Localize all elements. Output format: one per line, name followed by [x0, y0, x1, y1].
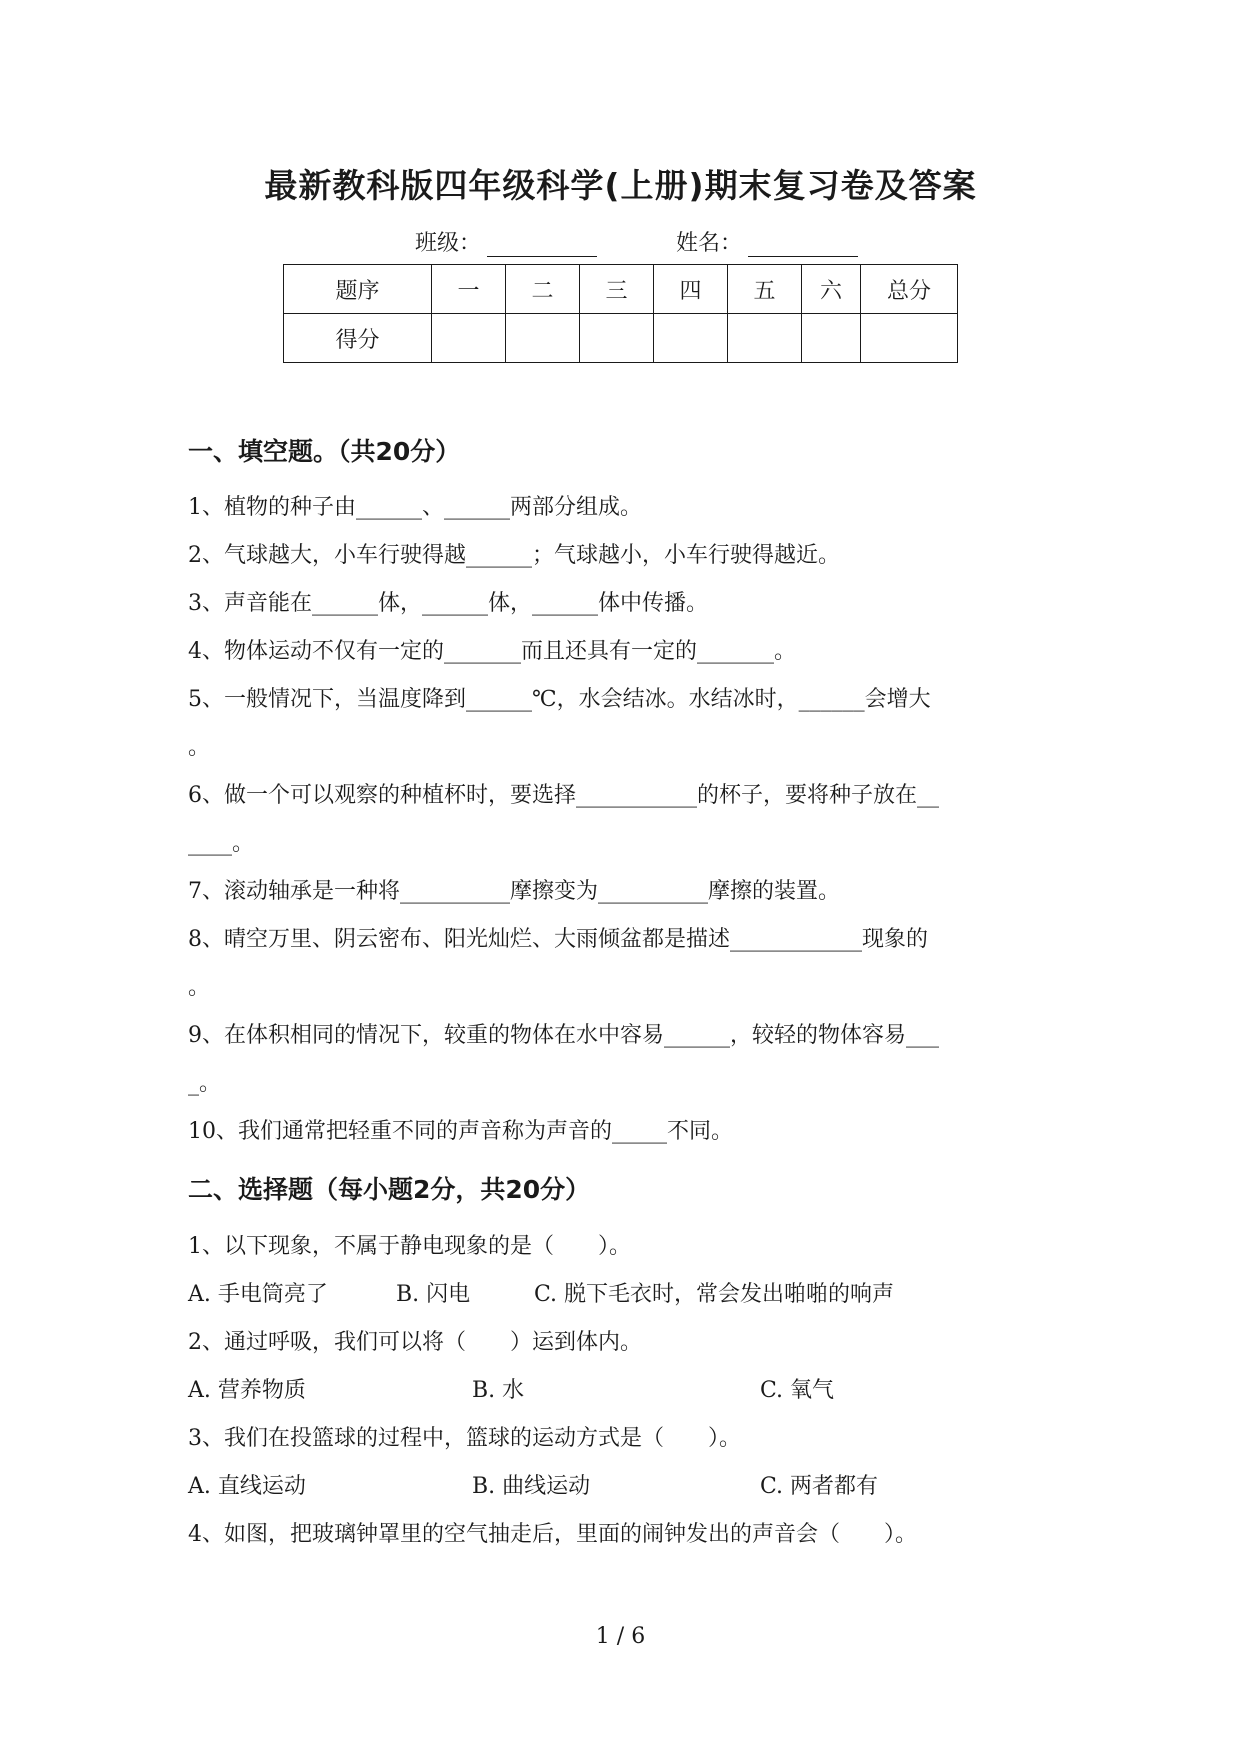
choice-option[interactable]: C. 脱下毛衣时，常会发出啪啪的响声	[534, 1282, 895, 1307]
page-number: 1 / 6	[595, 1624, 646, 1649]
score-cell[interactable]	[728, 314, 802, 363]
score-table	[283, 264, 958, 363]
header-cell: 总分	[861, 265, 958, 314]
score-cell[interactable]	[432, 314, 506, 363]
fill-question-cont: 。	[188, 975, 211, 1000]
header-cell: 题序	[284, 265, 432, 314]
score-cell[interactable]	[802, 314, 861, 363]
choice-option[interactable]: B. 曲线运动	[472, 1474, 591, 1499]
choice-option[interactable]: C. 氧气	[760, 1378, 835, 1403]
score-table-score-row	[284, 314, 958, 363]
exam-title: 最新教科版四年级科学(上册)期末复习卷及答案	[264, 166, 977, 205]
choice-question: 4、如图，把玻璃钟罩里的空气抽走后，里面的闹钟发出的声音会（ ）。	[188, 1522, 917, 1547]
fill-question: 2、气球越大，小车行驶得越______；气球越小，小车行驶得越近。	[188, 543, 840, 568]
fill-question: 5、一般情况下，当温度降到______℃，水会结冰。水结冰时，______会增大	[188, 687, 931, 712]
choice-option[interactable]: A. 手电筒亮了	[188, 1282, 328, 1307]
choice-question: 2、通过呼吸，我们可以将（ ）运到体内。	[188, 1330, 642, 1355]
choice-question: 1、以下现象，不属于静电现象的是（ ）。	[188, 1234, 631, 1259]
name-field	[676, 226, 858, 257]
header-cell: 五	[728, 265, 802, 314]
section1-title: 一、填空题。（共20分）	[188, 437, 461, 466]
header-cell: 一	[432, 265, 506, 314]
score-cell[interactable]	[506, 314, 580, 363]
name-blank[interactable]	[748, 234, 858, 257]
class-blank[interactable]	[487, 234, 597, 257]
name-label: 姓名：	[676, 231, 743, 256]
score-cell[interactable]	[861, 314, 958, 363]
fill-question-cont: 。	[188, 735, 211, 760]
fill-question-cont: _。	[188, 1071, 222, 1096]
header-cell: 二	[506, 265, 580, 314]
choice-question: 3、我们在投篮球的过程中，篮球的运动方式是（ ）。	[188, 1426, 741, 1451]
fill-question: 6、做一个可以观察的种植杯时，要选择___________的杯子，要将种子放在__	[188, 783, 939, 808]
fill-question: 9、在体积相同的情况下，较重的物体在水中容易______，较轻的物体容易___	[188, 1023, 939, 1048]
fill-question: 1、植物的种子由______、______两部分组成。	[188, 495, 642, 520]
fill-question-cont: ____。	[188, 831, 255, 856]
section2-title: 二、选择题（每小题2分，共20分）	[188, 1175, 591, 1204]
header-cell: 六	[802, 265, 861, 314]
class-field	[415, 226, 597, 257]
score-cell[interactable]	[654, 314, 728, 363]
score-cell[interactable]	[580, 314, 654, 363]
fill-question: 8、晴空万里、阴云密布、阳光灿烂、大雨倾盆都是描述____________现象的	[188, 927, 928, 952]
class-label: 班级：	[415, 231, 482, 256]
header-cell: 四	[654, 265, 728, 314]
choice-option[interactable]: C. 两者都有	[760, 1474, 879, 1499]
header-cell: 三	[580, 265, 654, 314]
fill-question: 4、物体运动不仅有一定的_______而且还具有一定的_______。	[188, 639, 796, 664]
score-table-header-row	[284, 265, 958, 314]
fill-question: 10、我们通常把轻重不同的声音称为声音的_____不同。	[188, 1119, 733, 1144]
row-label: 得分	[284, 314, 432, 363]
choice-option[interactable]: A. 直线运动	[188, 1474, 306, 1499]
fill-question: 7、滚动轴承是一种将__________摩擦变为__________摩擦的装置。	[188, 879, 840, 904]
choice-option[interactable]: A. 营养物质	[188, 1378, 306, 1403]
choice-option[interactable]: B. 闪电	[396, 1282, 471, 1307]
choice-option[interactable]: B. 水	[472, 1378, 525, 1403]
fill-question: 3、声音能在______体，______体，______体中传播。	[188, 591, 708, 616]
